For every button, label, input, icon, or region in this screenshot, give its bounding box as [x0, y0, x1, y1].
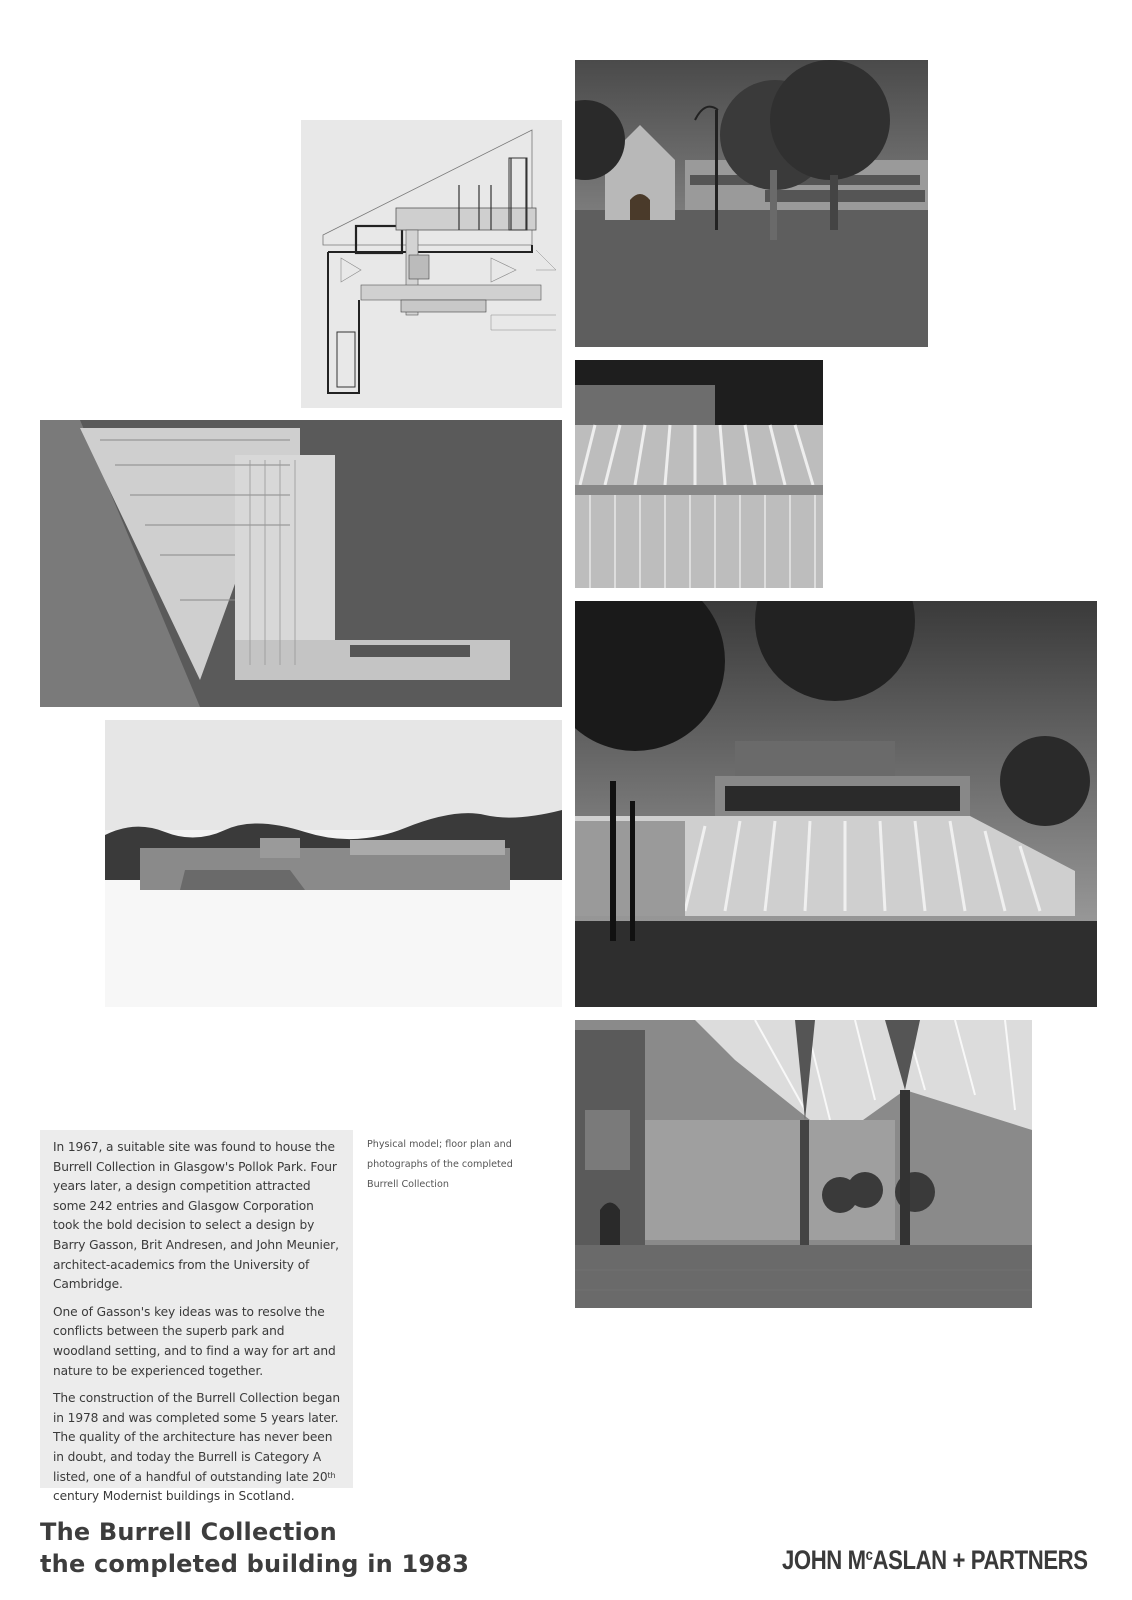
glazed-facade-photo	[575, 360, 823, 588]
body-text-panel	[40, 1130, 353, 1504]
body-paragraph-2: One of Gasson's key ideas was to resolve the conflicts between the superb park and woodland setting, and to find a way for art and nature to be experienced together.	[53, 1304, 336, 1378]
firm-logo: JOHN $M^cASLAN$ + PARTNERS	[782, 1545, 1088, 1575]
snow-landscape-photo	[105, 720, 562, 1007]
image-caption: Physical model; floor plan and photographs of the completed Burrell Collection	[367, 1139, 513, 1190]
glass-hall-exterior-photo	[575, 601, 1097, 1007]
body-paragraph-1: In 1967, a suitable site was found to house the Burrell Collection in Glasgow's Pollok Park. Four years later, a design competition attracted some 242 entries and Glasgow Corporation took the bold decision to select a design by Barry Gasson, Brit Andresen, and John Meunier, architect-academics from the University of Cambridge.	[53, 1140, 339, 1292]
body-paragraph-3: The construction of the Burrell Collection began in 1978 and was completed some 5 years later. The quality of the architecture has never been in doubt, and today the Burrell is Category A listed, one of a handful of outstanding late 20th century Modernist buildings in Scotland.	[53, 1391, 340, 1504]
interior-courtyard-photo	[575, 1020, 1032, 1308]
exterior-gable-photo	[575, 60, 928, 347]
title-line-2: the completed building in 1983	[40, 1550, 470, 1578]
floor-plan-image	[301, 120, 562, 408]
physical-model-photo	[40, 420, 562, 707]
page-title	[40, 1516, 469, 1580]
title-line-1: The Burrell Collection	[40, 1518, 337, 1546]
